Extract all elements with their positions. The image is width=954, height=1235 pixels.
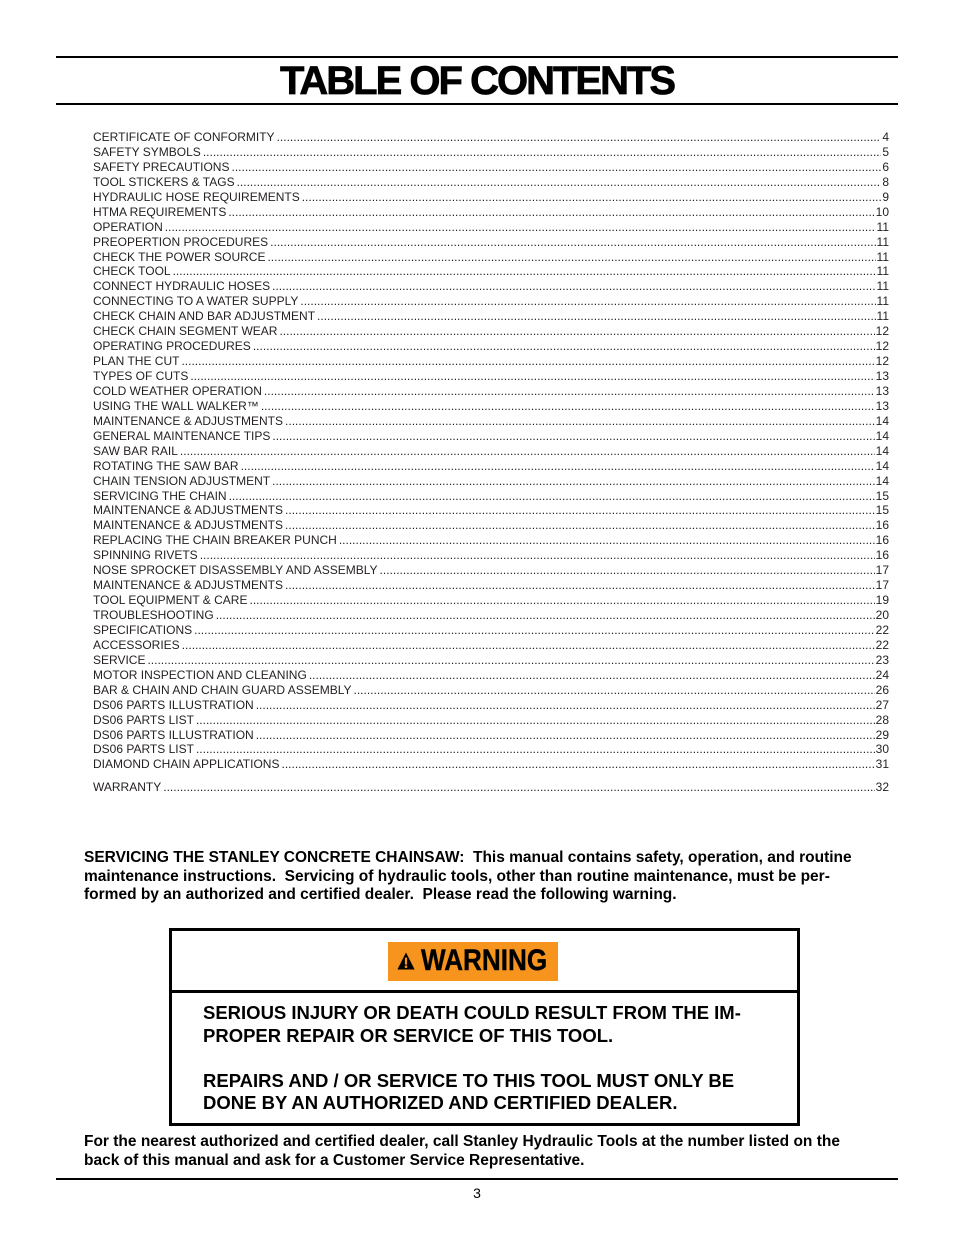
- toc-entry-title: TOOL EQUIPMENT & CARE: [93, 593, 248, 608]
- toc-entry[interactable]: [93, 354, 889, 369]
- intro-line: SERVICING THE STANLEY CONCRETE CHAINSAW: This manual contains safety, operation, and routine: [84, 849, 852, 866]
- toc-entry-page: 16: [875, 548, 889, 563]
- toc-entry[interactable]: [93, 444, 889, 459]
- toc-entry-page: 32: [875, 780, 889, 795]
- toc-entry-page: 12: [875, 354, 889, 369]
- dot-leader: [231, 160, 881, 175]
- toc-entry-page: 11: [876, 264, 889, 279]
- dot-leader: [163, 780, 874, 795]
- toc-entry[interactable]: [93, 459, 889, 474]
- dot-leader: [285, 414, 875, 429]
- toc-entry-title: CHAIN TENSION ADJUSTMENT: [93, 473, 271, 488]
- toc-entry[interactable]: [93, 563, 889, 578]
- toc-entry-title: DS06 PARTS LIST: [93, 742, 194, 757]
- toc-entry-title: REPLACING THE CHAIN BREAKER PUNCH: [93, 533, 337, 548]
- toc-entry-page: 15: [875, 503, 889, 518]
- toc-entry-title: SAFETY PRECAUTIONS: [93, 159, 230, 174]
- dot-leader: [354, 683, 875, 698]
- dot-leader: [279, 324, 874, 339]
- intro-line: maintenance instructions. Servicing of hydraulic tools, other than routine maintenance, must be per-: [84, 867, 830, 885]
- page-number: 3: [473, 1185, 481, 1201]
- toc-entry-page: 27: [875, 697, 889, 712]
- dot-leader: [182, 638, 875, 653]
- toc-entry-page: 13: [875, 369, 889, 383]
- toc-entry-title: SAFETY SYMBOLS: [93, 144, 201, 159]
- toc-entry[interactable]: [93, 369, 889, 384]
- dot-leader: [285, 503, 875, 518]
- toc-entry[interactable]: [93, 698, 889, 713]
- toc-entry[interactable]: [93, 757, 889, 772]
- warning-line: REPAIRS AND / OR SERVICE TO THIS TOOL MUST ONLY BE: [203, 1069, 735, 1091]
- dot-leader: [203, 145, 882, 160]
- toc-entry-page: 14: [875, 458, 889, 473]
- dot-leader: [165, 220, 876, 235]
- toc-entry[interactable]: [93, 175, 889, 190]
- toc-entry[interactable]: [93, 474, 889, 489]
- toc-entry-page: 22: [875, 637, 889, 652]
- dot-leader: [237, 175, 882, 190]
- toc-entry-page: 14: [875, 428, 889, 443]
- toc-entry-page: 14: [875, 443, 889, 458]
- dot-leader: [173, 264, 876, 279]
- toc-entry-title: CONNECT HYDRAULIC HOSES: [93, 279, 271, 294]
- toc-entry[interactable]: [93, 384, 889, 399]
- dealer-note-line: back of this manual and ask for a Customer Service Representative.: [84, 1151, 585, 1169]
- dot-leader: [249, 593, 874, 608]
- toc-entry-title: TYPES OF CUTS: [93, 369, 189, 383]
- toc-entry[interactable]: [93, 130, 889, 145]
- dot-leader: [272, 474, 875, 489]
- dot-leader: [270, 235, 875, 250]
- dot-leader: [264, 384, 875, 399]
- toc-entry-title: GENERAL MAINTENANCE TIPS: [93, 428, 271, 443]
- toc-entry-page: 14: [875, 473, 889, 488]
- toc-entry-title: DS06 PARTS ILLUSTRATION: [93, 727, 254, 742]
- toc-entry-page: 19: [875, 593, 889, 608]
- dot-leader: [317, 309, 876, 324]
- dot-leader: [281, 757, 874, 772]
- toc-entry-page: 6: [882, 159, 889, 174]
- dot-leader: [256, 728, 875, 743]
- toc-entry-title: SPINNING RIVETS: [93, 548, 198, 563]
- warning-message: [203, 1002, 741, 1115]
- toc-entry[interactable]: [93, 220, 889, 235]
- toc-entry-page: 11: [876, 279, 889, 294]
- toc-entry-page: 16: [875, 518, 889, 533]
- warning-label: [388, 942, 558, 981]
- toc-entry-title: WARRANTY: [93, 780, 162, 795]
- toc-entry-page: 9: [882, 189, 889, 204]
- toc-entry[interactable]: [93, 503, 889, 518]
- toc-entry[interactable]: [93, 683, 889, 698]
- toc-entry[interactable]: [93, 250, 889, 265]
- dot-leader: [267, 250, 875, 265]
- toc-entry[interactable]: [93, 608, 889, 623]
- toc-entry-page: 11: [876, 249, 889, 264]
- warning-line: DONE BY AN AUTHORIZED AND CERTIFIED DEALER.: [203, 1092, 678, 1113]
- toc-entry-title: MAINTENANCE & ADJUSTMENTS: [93, 518, 284, 533]
- toc-entry-page: 23: [875, 652, 889, 667]
- dot-leader: [272, 429, 874, 444]
- toc-entry-page: 30: [875, 742, 889, 757]
- toc-entry-title: CHECK CHAIN SEGMENT WEAR: [93, 324, 278, 339]
- toc-entry[interactable]: [93, 339, 889, 354]
- toc-entry-title: USING THE WALL WALKER™: [93, 398, 259, 413]
- dealer-note-line: For the nearest authorized and certified dealer, call Stanley Hydraulic Tools at the number listed on the: [84, 1133, 840, 1150]
- toc-entry[interactable]: [93, 780, 889, 795]
- toc-entry[interactable]: [93, 638, 889, 653]
- dot-leader: [256, 698, 875, 713]
- toc-entry[interactable]: [93, 548, 889, 563]
- dot-leader: [302, 190, 882, 205]
- toc-entry[interactable]: [93, 205, 889, 220]
- toc-entry-page: 14: [875, 413, 889, 428]
- toc-entry[interactable]: [93, 190, 889, 205]
- toc-entry-title: ROTATING THE SAW BAR: [93, 458, 239, 473]
- dot-leader: [380, 563, 875, 578]
- toc-entry[interactable]: [93, 653, 889, 668]
- toc-entry-title: MAINTENANCE & ADJUSTMENTS: [93, 578, 284, 593]
- toc-entry-page: 11: [876, 309, 889, 324]
- toc-entry-title: DIAMOND CHAIN APPLICATIONS: [93, 757, 280, 772]
- dot-leader: [261, 399, 875, 414]
- toc-entry[interactable]: [93, 264, 889, 279]
- toc-entry-page: 22: [875, 622, 889, 637]
- dot-leader: [216, 608, 875, 623]
- dot-leader: [180, 444, 875, 459]
- toc-entry-page: 13: [875, 398, 889, 413]
- toc-entry-page: 12: [875, 339, 889, 354]
- toc-entry-title: DS06 PARTS LIST: [93, 712, 194, 727]
- toc-entry-title: CONNECTING TO A WATER SUPPLY: [93, 294, 299, 309]
- toc-entry[interactable]: [93, 414, 889, 429]
- dot-leader: [147, 653, 874, 668]
- toc-entry-title: NOSE SPROCKET DISASSEMBLY AND ASSEMBLY: [93, 563, 378, 578]
- dot-leader: [285, 578, 875, 593]
- toc-entry[interactable]: [93, 279, 889, 294]
- warning-paragraph: [203, 1002, 741, 1047]
- warning-line: SERIOUS INJURY OR DEATH COULD RESULT FROM THE IM-: [203, 1002, 741, 1023]
- dot-leader: [194, 623, 875, 638]
- toc-entry-title: SPECIFICATIONS: [93, 622, 193, 637]
- toc-entry-page: 5: [882, 144, 889, 159]
- toc-entry-page: 4: [882, 130, 889, 144]
- toc-entry-page: 11: [876, 219, 889, 234]
- dot-leader: [253, 339, 875, 354]
- toc-entry-title: OPERATION: [93, 219, 163, 234]
- toc-entry-page: 13: [875, 383, 889, 398]
- dot-leader: [181, 354, 874, 369]
- warning-box: [169, 928, 800, 1126]
- warning-paragraph: [203, 1070, 741, 1115]
- toc-entry-page: 15: [875, 488, 889, 503]
- toc-entry-title: HYDRAULIC HOSE REQUIREMENTS: [93, 189, 300, 204]
- toc-entry-page: 26: [875, 682, 889, 697]
- toc-entry-title: HTMA REQUIREMENTS: [93, 204, 227, 219]
- dot-leader: [277, 130, 882, 145]
- dot-leader: [309, 668, 875, 683]
- dot-leader: [272, 279, 875, 294]
- title-rule: [56, 103, 898, 105]
- toc-entry[interactable]: [93, 294, 889, 309]
- toc-entry-title: BAR & CHAIN AND CHAIN GUARD ASSEMBLY: [93, 682, 352, 697]
- toc-entry[interactable]: [93, 728, 889, 743]
- toc-entry-title: SAW BAR RAIL: [93, 443, 178, 458]
- toc-entry[interactable]: [93, 309, 889, 324]
- toc-entry-page: 29: [875, 727, 889, 742]
- dot-leader: [241, 459, 875, 474]
- warning-line: PROPER REPAIR OR SERVICE OF THIS TOOL.: [203, 1024, 614, 1046]
- toc-entry[interactable]: [93, 429, 889, 444]
- toc-entry[interactable]: [93, 518, 889, 533]
- toc-entry-title: DS06 PARTS ILLUSTRATION: [93, 697, 254, 712]
- bottom-rule: [56, 1178, 898, 1180]
- toc-entry-title: COLD WEATHER OPERATION: [93, 383, 262, 398]
- dot-leader: [229, 489, 875, 504]
- dot-leader: [190, 369, 874, 384]
- toc-entry[interactable]: [93, 145, 889, 160]
- toc-entry[interactable]: [93, 235, 889, 250]
- toc-entry-title: CHECK THE POWER SOURCE: [93, 249, 266, 264]
- dot-leader: [285, 518, 875, 533]
- toc-entry-page: 20: [875, 608, 889, 622]
- toc-entry-title: CHECK CHAIN AND BAR ADJUSTMENT: [93, 309, 316, 324]
- toc-entry[interactable]: [93, 742, 889, 757]
- toc-list: [93, 130, 889, 795]
- toc-entry-page: 8: [882, 174, 889, 189]
- toc-entry-page: 11: [876, 234, 889, 249]
- top-rule: [56, 56, 898, 58]
- dot-leader: [228, 205, 874, 220]
- intro-paragraph: [84, 849, 852, 905]
- intro-line: formed by an authorized and certified dealer. Please read the following warning.: [84, 886, 677, 903]
- toc-entry-page: 10: [875, 204, 889, 219]
- dealer-note: [84, 1133, 840, 1170]
- dot-leader: [196, 713, 875, 728]
- toc-entry-title: CERTIFICATE OF CONFORMITY: [93, 130, 275, 144]
- toc-entry-title: OPERATING PROCEDURES: [93, 339, 251, 354]
- toc-entry-title: SERVICING THE CHAIN: [93, 488, 227, 503]
- dot-leader: [339, 533, 875, 548]
- toc-entry-page: 12: [875, 324, 889, 339]
- toc-entry-page: 17: [875, 578, 889, 593]
- warning-label-text: WARNING: [421, 944, 548, 977]
- toc-entry[interactable]: [93, 623, 889, 638]
- document-title: TABLE OF CONTENTS: [279, 59, 675, 103]
- toc-entry-title: TROUBLESHOOTING: [93, 608, 214, 622]
- toc-entry[interactable]: [93, 160, 889, 175]
- toc-entry-title: MAINTENANCE & ADJUSTMENTS: [93, 503, 284, 518]
- toc-entry-title: CHECK TOOL: [93, 264, 171, 279]
- toc-entry-page: 17: [875, 563, 889, 578]
- toc-entry-title: PREOPERTION PROCEDURES: [93, 234, 269, 249]
- toc-entry[interactable]: [93, 668, 889, 683]
- toc-entry[interactable]: [93, 713, 889, 728]
- toc-entry-title: TOOL STICKERS & TAGS: [93, 174, 235, 189]
- toc-entry-page: 11: [876, 294, 889, 309]
- toc-entry-page: 24: [875, 667, 889, 682]
- toc-entry-title: MOTOR INSPECTION AND CLEANING: [93, 667, 307, 682]
- toc-entry-page: 28: [875, 712, 889, 727]
- toc-entry[interactable]: [93, 324, 889, 339]
- dot-leader: [196, 742, 875, 757]
- toc-entry-title: MAINTENANCE & ADJUSTMENTS: [93, 413, 284, 428]
- dot-leader: [300, 294, 875, 309]
- toc-entry[interactable]: [93, 489, 889, 504]
- toc-entry[interactable]: [93, 593, 889, 608]
- toc-entry-title: PLAN THE CUT: [93, 354, 180, 369]
- toc-entry[interactable]: [93, 399, 889, 414]
- warning-divider: [172, 990, 797, 993]
- warning-triangle-icon: [397, 952, 415, 970]
- toc-entry-page: 31: [875, 757, 889, 772]
- toc-entry-page: 16: [875, 533, 889, 548]
- toc-entry[interactable]: [93, 533, 889, 548]
- toc-entry[interactable]: [93, 578, 889, 593]
- toc-entry-title: SERVICE: [93, 652, 146, 667]
- toc-entry-title: ACCESSORIES: [93, 637, 180, 652]
- dot-leader: [200, 548, 875, 563]
